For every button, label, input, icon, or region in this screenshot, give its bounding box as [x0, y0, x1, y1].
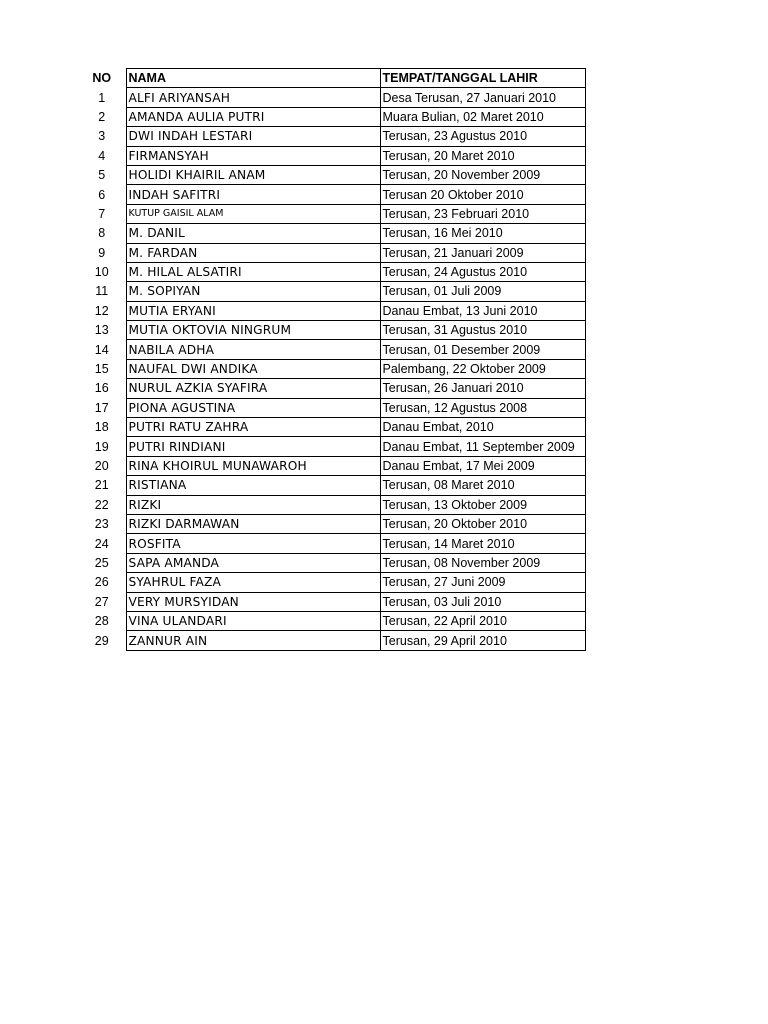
table-row: [78, 127, 585, 146]
student-name: VINA ULANDARI: [126, 611, 380, 630]
table-row: [78, 592, 585, 611]
row-number: 4: [98, 148, 106, 163]
row-number: 25: [94, 555, 109, 570]
row-number: 2: [98, 109, 106, 124]
row-number: 22: [94, 497, 109, 512]
student-name: M. DANIL: [126, 224, 380, 243]
row-number: 5: [98, 168, 106, 183]
birth-place-date: Terusan, 20 Oktober 2010: [380, 514, 585, 533]
table-row: [78, 204, 585, 223]
birth-place-date: Terusan, 16 Mei 2010: [380, 224, 585, 243]
student-name: DWI INDAH LESTARI: [126, 127, 380, 146]
student-name: VERY MURSYIDAN: [126, 592, 380, 611]
student-name: ZANNUR AIN: [126, 631, 380, 650]
birth-place-date: Danau Embat, 2010: [380, 418, 585, 437]
table-row: [78, 146, 585, 165]
table-row: [78, 321, 585, 340]
row-number: 27: [94, 594, 109, 609]
table-row: [78, 534, 585, 553]
row-number: 13: [94, 323, 109, 338]
birth-place-date: Terusan, 08 November 2009: [380, 553, 585, 572]
student-name: M. FARDAN: [126, 243, 380, 262]
row-number: 18: [94, 420, 109, 435]
table-row: [78, 611, 585, 630]
row-number: 10: [94, 265, 109, 280]
table-row: [78, 398, 585, 417]
student-name: NABILA ADHA: [126, 340, 380, 359]
row-number: 1: [98, 90, 106, 105]
row-number: 11: [95, 284, 109, 299]
birth-place-date: Danau Embat, 13 Juni 2010: [380, 301, 585, 320]
row-number: 19: [94, 439, 109, 454]
birth-place-date: Danau Embat, 11 September 2009: [380, 437, 585, 456]
table-row: [78, 107, 585, 126]
table-row: [78, 340, 585, 359]
row-number: 6: [98, 187, 106, 202]
birth-place-date: Desa Terusan, 27 Januari 2010: [380, 88, 585, 107]
table-header: [78, 69, 585, 88]
birth-place-date: Terusan, 31 Agustus 2010: [380, 321, 585, 340]
table-row: [78, 282, 585, 301]
header-row: [78, 69, 585, 88]
birth-place-date: Terusan, 13 Oktober 2009: [380, 495, 585, 514]
table-row: [78, 514, 585, 533]
student-name: MUTIA OKTOVIA NINGRUM: [126, 321, 380, 340]
student-name: NAUFAL DWI ANDIKA: [126, 359, 380, 378]
table-row: [78, 88, 585, 107]
row-number: 26: [94, 575, 109, 590]
birth-place-date: Terusan, 22 April 2010: [380, 611, 585, 630]
birth-place-date: Palembang, 22 Oktober 2009: [380, 359, 585, 378]
row-number: 7: [98, 206, 106, 221]
student-name: RIZKI: [126, 495, 380, 514]
student-name: PUTRI RATU ZAHRA: [126, 418, 380, 437]
birth-place-date: Terusan, 20 November 2009: [380, 165, 585, 184]
birth-place-date: Terusan, 20 Maret 2010: [380, 146, 585, 165]
student-name: SYAHRUL FAZA: [126, 573, 380, 592]
student-name: RINA KHOIRUL MUNAWAROH: [126, 456, 380, 475]
row-number: 14: [94, 342, 109, 357]
student-table: [78, 68, 586, 651]
student-name: HOLIDI KHAIRIL ANAM: [126, 165, 380, 184]
row-number: 21: [94, 478, 109, 493]
birth-place-date: Terusan, 24 Agustus 2010: [380, 262, 585, 281]
birth-place-date: Terusan, 27 Juni 2009: [380, 573, 585, 592]
birth-place-date: Muara Bulian, 02 Maret 2010: [380, 107, 585, 126]
student-list-sheet: [78, 68, 586, 651]
table-row: [78, 379, 585, 398]
table-row: [78, 359, 585, 378]
row-number: 3: [98, 129, 106, 144]
table-row: [78, 165, 585, 184]
row-number: 12: [94, 303, 109, 318]
table-row: [78, 262, 585, 281]
row-number: 29: [94, 633, 109, 648]
table-row: [78, 437, 585, 456]
student-name: M. SOPIYAN: [126, 282, 380, 301]
header-no: NO: [92, 71, 112, 86]
birth-place-date: Terusan, 01 Juli 2009: [380, 282, 585, 301]
birth-place-date: Terusan, 26 Januari 2010: [380, 379, 585, 398]
student-name: ROSFITA: [126, 534, 380, 553]
header-tempat-tanggal-lahir: TEMPAT/TANGGAL LAHIR: [380, 69, 585, 88]
birth-place-date: Terusan, 23 Agustus 2010: [380, 127, 585, 146]
birth-place-date: Terusan, 03 Juli 2010: [380, 592, 585, 611]
student-name: FIRMANSYAH: [126, 146, 380, 165]
student-name: ALFI ARIYANSAH: [126, 88, 380, 107]
student-name: RISTIANA: [126, 476, 380, 495]
table-row: [78, 573, 585, 592]
birth-place-date: Terusan, 12 Agustus 2008: [380, 398, 585, 417]
student-name: MUTIA ERYANI: [126, 301, 380, 320]
row-number: 28: [94, 614, 109, 629]
row-number: 9: [98, 245, 106, 260]
table-row: [78, 243, 585, 262]
table-row: [78, 224, 585, 243]
student-name: PIONA AGUSTINA: [126, 398, 380, 417]
row-number: 17: [94, 400, 109, 415]
table-row: [78, 631, 585, 650]
table-row: [78, 456, 585, 475]
birth-place-date: Terusan, 21 Januari 2009: [380, 243, 585, 262]
table-row: [78, 553, 585, 572]
table-row: [78, 495, 585, 514]
header-nama: NAMA: [126, 69, 380, 88]
table-row: [78, 301, 585, 320]
student-name: AMANDA AULIA PUTRI: [126, 107, 380, 126]
student-name: NURUL AZKIA SYAFIRA: [126, 379, 380, 398]
table-row: [78, 185, 585, 204]
row-number: 24: [94, 536, 109, 551]
row-number: 15: [94, 362, 109, 377]
row-number: 20: [94, 459, 109, 473]
birth-place-date: Terusan 20 Oktober 2010: [380, 185, 585, 204]
birth-place-date: Terusan, 08 Maret 2010: [380, 476, 585, 495]
birth-place-date: Danau Embat, 17 Mei 2009: [380, 456, 585, 475]
student-name: KUTUP GAISIL ALAM: [126, 204, 380, 223]
row-number: 23: [94, 517, 109, 532]
student-name: PUTRI RINDIANI: [126, 437, 380, 456]
table-body: [78, 88, 585, 650]
table-row: [78, 418, 585, 437]
birth-place-date: Terusan, 23 Februari 2010: [380, 204, 585, 223]
birth-place-date: Terusan, 14 Maret 2010: [380, 534, 585, 553]
student-name: RIZKI DARMAWAN: [126, 514, 380, 533]
table-row: [78, 476, 585, 495]
student-name: INDAH SAFITRI: [126, 185, 380, 204]
student-name: SAPA AMANDA: [126, 553, 380, 572]
birth-place-date: Terusan, 29 April 2010: [380, 631, 585, 650]
row-number: 16: [94, 381, 109, 396]
birth-place-date: Terusan, 01 Desember 2009: [380, 340, 585, 359]
student-name: M. HILAL ALSATIRI: [126, 262, 380, 281]
row-number: 8: [98, 226, 106, 241]
